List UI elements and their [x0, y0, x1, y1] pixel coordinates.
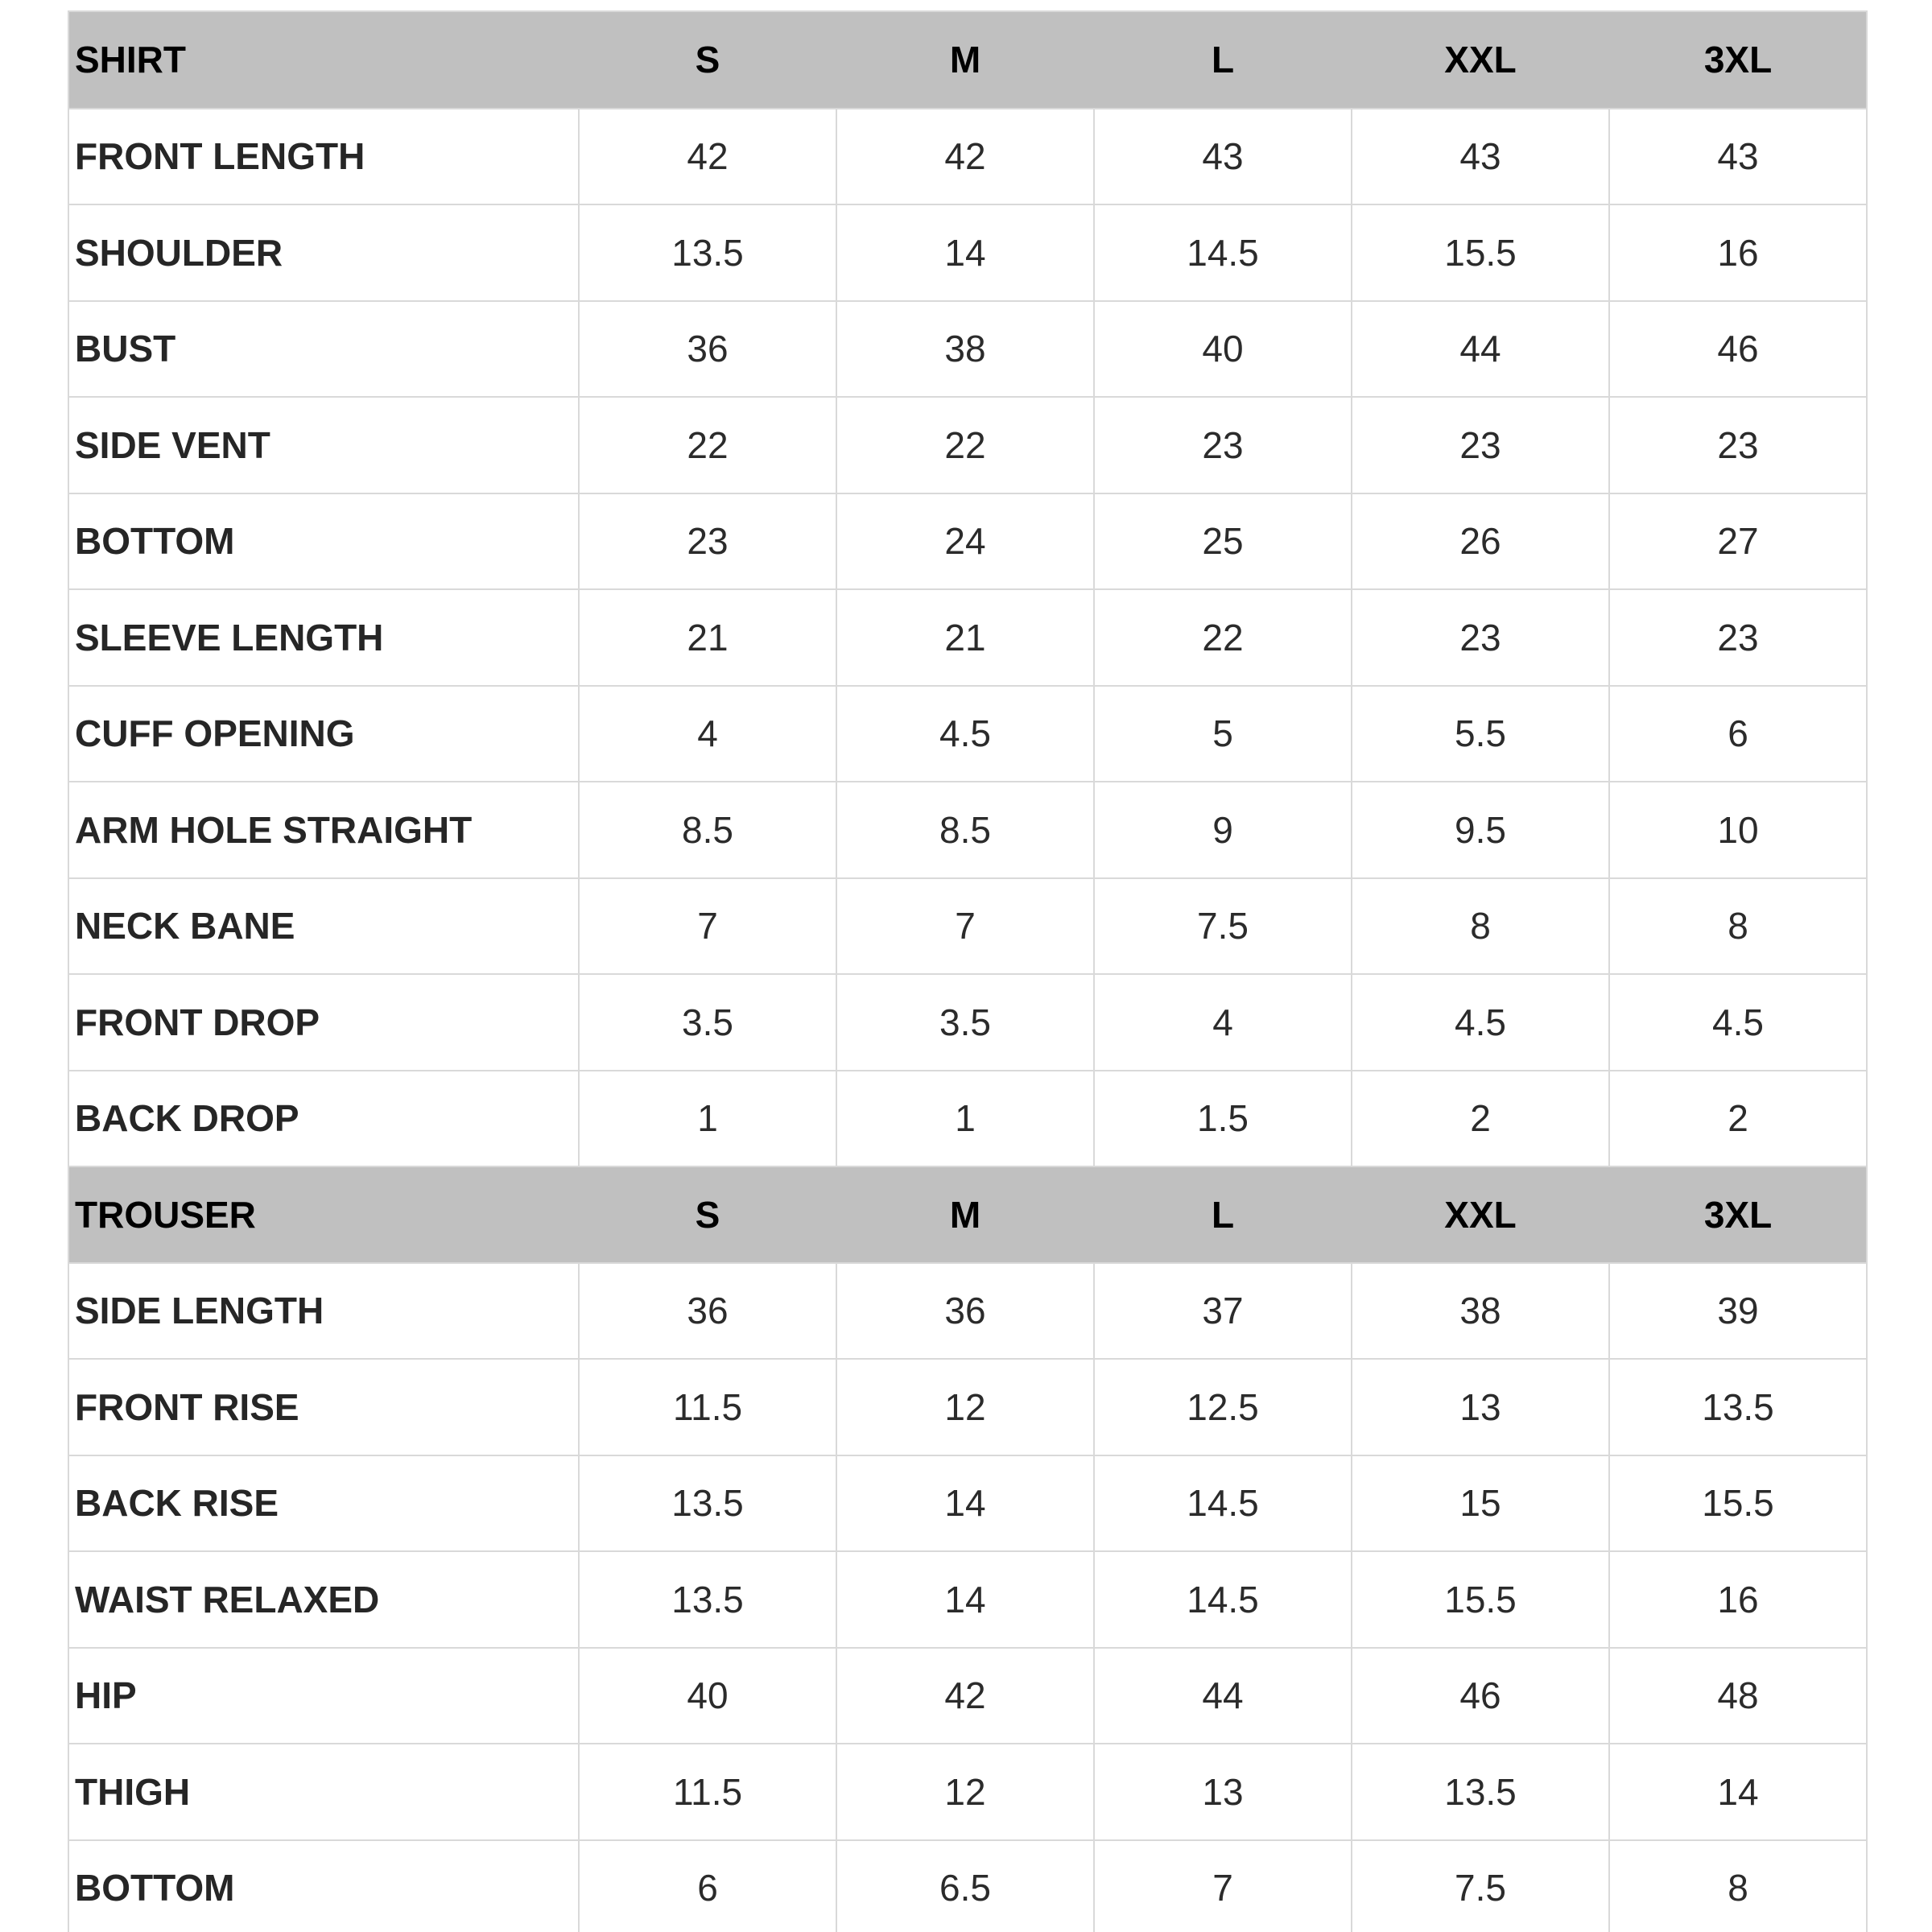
table-row	[69, 1551, 1866, 1648]
measurement-value: 4.5	[1609, 974, 1866, 1071]
measurement-value: 2	[1609, 1071, 1866, 1167]
section-title-shirt: SHIRT	[69, 12, 579, 109]
measurement-label: BOTTOM	[69, 1840, 579, 1932]
table-row	[69, 974, 1866, 1071]
measurement-value: 23	[1352, 397, 1609, 493]
measurement-value: 22	[579, 397, 836, 493]
table-row	[69, 1744, 1866, 1840]
measurement-value: 15	[1352, 1455, 1609, 1552]
size-header: M	[836, 12, 1094, 109]
table-row	[69, 397, 1866, 493]
measurement-value: 6	[579, 1840, 836, 1932]
measurement-label: SHOULDER	[69, 204, 579, 301]
measurement-value: 10	[1609, 782, 1866, 878]
measurement-value: 22	[836, 397, 1094, 493]
measurement-value: 38	[1352, 1263, 1609, 1360]
measurement-value: 12	[836, 1359, 1094, 1455]
table-row	[69, 782, 1866, 878]
table-row	[69, 589, 1866, 686]
trouser-header-row	[69, 1166, 1866, 1263]
measurement-value: 16	[1609, 1551, 1866, 1648]
measurement-value: 13.5	[579, 1551, 836, 1648]
size-header: S	[579, 12, 836, 109]
measurement-value: 4	[579, 686, 836, 782]
measurement-value: 4.5	[836, 686, 1094, 782]
measurement-value: 40	[1094, 301, 1352, 398]
size-header: XXL	[1352, 1166, 1609, 1263]
table-row	[69, 1840, 1866, 1932]
table-row	[69, 493, 1866, 590]
measurement-value: 13	[1094, 1744, 1352, 1840]
table-row	[69, 686, 1866, 782]
measurement-value: 14	[1609, 1744, 1866, 1840]
measurement-value: 13.5	[579, 204, 836, 301]
measurement-label: ARM HOLE STRAIGHT	[69, 782, 579, 878]
measurement-label: BACK DROP	[69, 1071, 579, 1167]
measurement-value: 4	[1094, 974, 1352, 1071]
measurement-value: 5	[1094, 686, 1352, 782]
measurement-value: 46	[1609, 301, 1866, 398]
measurement-value: 48	[1609, 1648, 1866, 1744]
measurement-value: 26	[1352, 493, 1609, 590]
measurement-value: 36	[579, 1263, 836, 1360]
measurement-value: 23	[1352, 589, 1609, 686]
measurement-value: 14.5	[1094, 1551, 1352, 1648]
table-row	[69, 1071, 1866, 1167]
size-header: M	[836, 1166, 1094, 1263]
measurement-label: SIDE VENT	[69, 397, 579, 493]
measurement-value: 3.5	[579, 974, 836, 1071]
measurement-value: 13.5	[1352, 1744, 1609, 1840]
measurement-value: 43	[1609, 109, 1866, 205]
size-header: 3XL	[1609, 1166, 1866, 1263]
table-row	[69, 204, 1866, 301]
table-row	[69, 1648, 1866, 1744]
measurement-value: 8	[1609, 1840, 1866, 1932]
measurement-value: 25	[1094, 493, 1352, 590]
measurement-label: FRONT RISE	[69, 1359, 579, 1455]
measurement-value: 39	[1609, 1263, 1866, 1360]
measurement-value: 3.5	[836, 974, 1094, 1071]
measurement-value: 1	[579, 1071, 836, 1167]
measurement-value: 36	[579, 301, 836, 398]
measurement-value: 43	[1094, 109, 1352, 205]
measurement-label: SLEEVE LENGTH	[69, 589, 579, 686]
measurement-value: 44	[1094, 1648, 1352, 1744]
measurement-value: 7	[1094, 1840, 1352, 1932]
measurement-value: 1	[836, 1071, 1094, 1167]
measurement-label: BACK RISE	[69, 1455, 579, 1552]
table-row	[69, 1455, 1866, 1552]
measurement-value: 42	[836, 1648, 1094, 1744]
size-header: 3XL	[1609, 12, 1866, 109]
measurement-value: 14.5	[1094, 1455, 1352, 1552]
size-header: XXL	[1352, 12, 1609, 109]
measurement-value: 6.5	[836, 1840, 1094, 1932]
measurement-value: 11.5	[579, 1744, 836, 1840]
measurement-label: BUST	[69, 301, 579, 398]
measurement-value: 12.5	[1094, 1359, 1352, 1455]
measurement-value: 5.5	[1352, 686, 1609, 782]
table-row	[69, 878, 1866, 975]
size-header: L	[1094, 1166, 1352, 1263]
measurement-label: SIDE LENGTH	[69, 1263, 579, 1360]
measurement-value: 24	[836, 493, 1094, 590]
measurement-value: 11.5	[579, 1359, 836, 1455]
measurement-value: 8.5	[579, 782, 836, 878]
measurement-value: 9.5	[1352, 782, 1609, 878]
table-row	[69, 1359, 1866, 1455]
size-header: S	[579, 1166, 836, 1263]
measurement-label: FRONT DROP	[69, 974, 579, 1071]
measurement-value: 2	[1352, 1071, 1609, 1167]
measurement-value: 16	[1609, 204, 1866, 301]
shirt-header-row	[69, 12, 1866, 109]
measurement-label: THIGH	[69, 1744, 579, 1840]
measurement-value: 14.5	[1094, 204, 1352, 301]
measurement-value: 1.5	[1094, 1071, 1352, 1167]
measurement-label: FRONT LENGTH	[69, 109, 579, 205]
measurement-value: 14	[836, 204, 1094, 301]
measurement-label: HIP	[69, 1648, 579, 1744]
table-row	[69, 1263, 1866, 1360]
measurement-value: 7	[579, 878, 836, 975]
measurement-value: 8.5	[836, 782, 1094, 878]
measurement-value: 15.5	[1352, 1551, 1609, 1648]
measurement-value: 23	[1609, 589, 1866, 686]
measurement-value: 9	[1094, 782, 1352, 878]
measurement-value: 14	[836, 1551, 1094, 1648]
measurement-value: 22	[1094, 589, 1352, 686]
measurement-value: 43	[1352, 109, 1609, 205]
measurement-label: NECK BANE	[69, 878, 579, 975]
measurement-value: 7.5	[1352, 1840, 1609, 1932]
size-chart-sheet	[68, 10, 1868, 1932]
table-row	[69, 109, 1866, 205]
measurement-value: 46	[1352, 1648, 1609, 1744]
size-header: L	[1094, 12, 1352, 109]
table-row	[69, 301, 1866, 398]
measurement-value: 7	[836, 878, 1094, 975]
measurement-label: CUFF OPENING	[69, 686, 579, 782]
measurement-value: 42	[579, 109, 836, 205]
measurement-label: WAIST RELAXED	[69, 1551, 579, 1648]
measurement-value: 13.5	[1609, 1359, 1866, 1455]
measurement-value: 14	[836, 1455, 1094, 1552]
measurement-value: 21	[579, 589, 836, 686]
measurement-value: 4.5	[1352, 974, 1609, 1071]
measurement-label: BOTTOM	[69, 493, 579, 590]
measurement-value: 27	[1609, 493, 1866, 590]
measurement-value: 23	[1609, 397, 1866, 493]
measurement-value: 7.5	[1094, 878, 1352, 975]
measurement-value: 36	[836, 1263, 1094, 1360]
measurement-value: 23	[579, 493, 836, 590]
measurement-value: 6	[1609, 686, 1866, 782]
measurement-value: 15.5	[1609, 1455, 1866, 1552]
measurement-value: 42	[836, 109, 1094, 205]
measurement-value: 8	[1352, 878, 1609, 975]
size-chart-table	[69, 12, 1866, 1932]
measurement-value: 44	[1352, 301, 1609, 398]
measurement-value: 13.5	[579, 1455, 836, 1552]
size-chart-body	[69, 12, 1866, 1932]
measurement-value: 21	[836, 589, 1094, 686]
measurement-value: 37	[1094, 1263, 1352, 1360]
measurement-value: 23	[1094, 397, 1352, 493]
measurement-value: 12	[836, 1744, 1094, 1840]
measurement-value: 15.5	[1352, 204, 1609, 301]
measurement-value: 8	[1609, 878, 1866, 975]
measurement-value: 13	[1352, 1359, 1609, 1455]
measurement-value: 40	[579, 1648, 836, 1744]
measurement-value: 38	[836, 301, 1094, 398]
section-title-trouser: TROUSER	[69, 1166, 579, 1263]
